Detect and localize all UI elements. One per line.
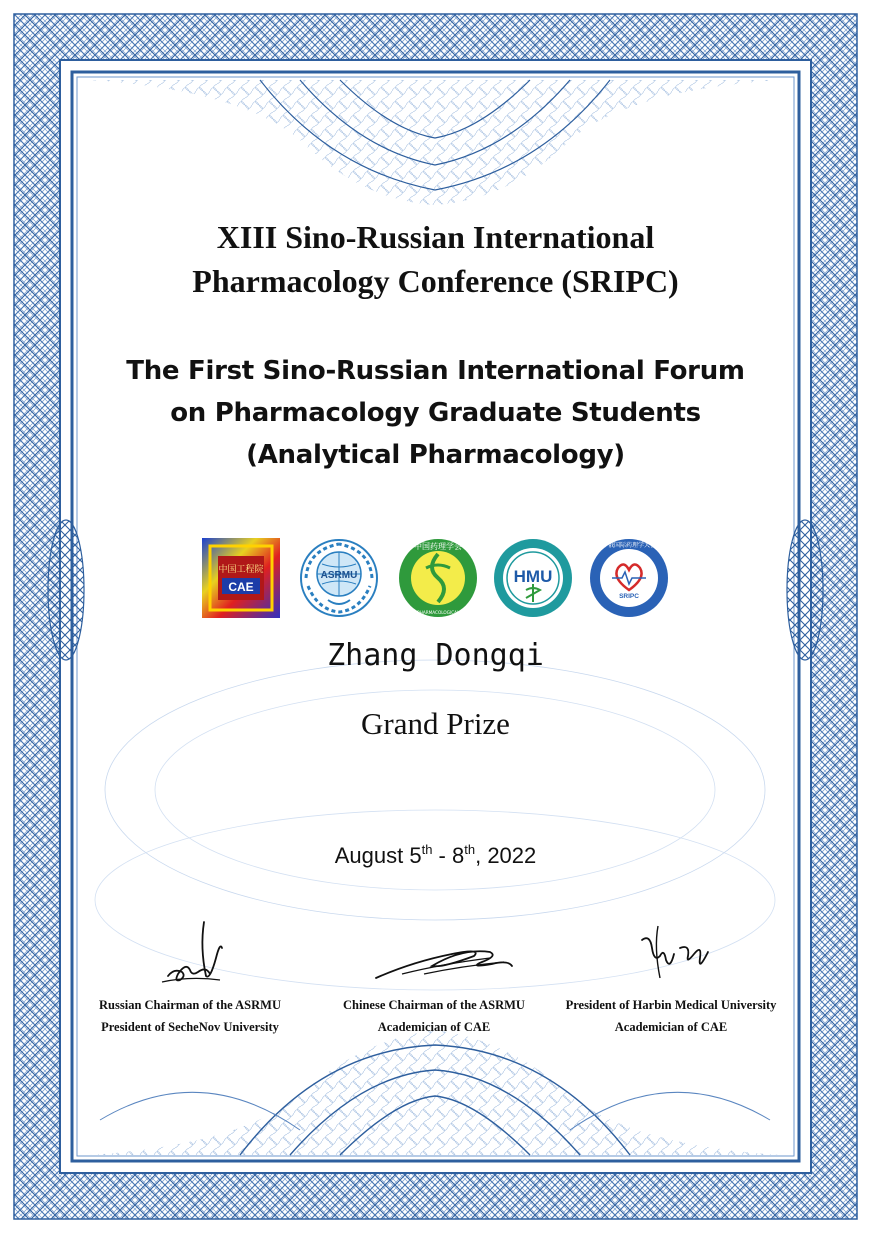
signature-2: [372, 918, 522, 988]
event-date: [0, 832, 871, 874]
conference-title-line-1: XIII Sino-Russian International: [216, 219, 655, 255]
date-month: August: [334, 843, 404, 868]
signatory-1: [60, 994, 320, 1038]
date-day-start: 5: [409, 843, 422, 868]
signatory-3-subtitle: Academician of CAE: [614, 1020, 728, 1034]
chinese-pharmacological-society-logo: [396, 538, 480, 618]
hmu-logo: [492, 538, 574, 618]
recipient-name: Zhang Dongqi: [327, 638, 544, 673]
conference-title-line-2: Pharmacology Conference (SRIPC): [192, 263, 679, 299]
sripc-logo-subtext: 中俄国际药理学大会: [601, 542, 657, 549]
cae-logo: [202, 538, 280, 618]
date-day-end-suffix: th: [464, 842, 476, 857]
forum-title-line-2: on Pharmacology Graduate Students: [170, 398, 701, 428]
date-day-end: 8: [452, 843, 465, 868]
forum-title-line-3: (Analytical Pharmacology): [246, 440, 625, 470]
signatory-3: [541, 994, 801, 1038]
signatory-1-title: Russian Chairman of the ASRMU: [99, 998, 281, 1012]
date-year: , 2022: [475, 843, 537, 868]
asrmu-logo-text: ASRMU: [320, 570, 358, 581]
sripc-logo: [588, 538, 670, 618]
signatory-2-title: Chinese Chairman of the ASRMU: [343, 998, 525, 1012]
signature-1: [160, 918, 240, 988]
signatory-3-title: President of Harbin Medical University: [565, 998, 777, 1012]
signatory-1-subtitle: President of SecheNov University: [101, 1020, 279, 1034]
signature-3: [630, 918, 730, 988]
conference-title: [0, 215, 871, 303]
sponsor-logos: [200, 538, 670, 620]
date-separator: -: [432, 843, 452, 868]
forum-title: [0, 350, 871, 476]
asrmu-logo: [298, 538, 380, 618]
cps-logo-text: CHINESE PHARMACOLOGICAL SOCIETY: [397, 610, 479, 615]
date-day-start-suffix: th: [421, 842, 433, 857]
cae-logo-text: CAE: [228, 580, 254, 594]
signatory-2: [304, 994, 564, 1038]
hmu-logo-text: HMU: [513, 567, 553, 586]
cps-logo-subtext: 中国药理学会: [414, 542, 462, 551]
award-title: Grand Prize: [361, 706, 510, 741]
sripc-logo-text: SRIPC: [619, 593, 639, 600]
signatory-2-subtitle: Academician of CAE: [377, 1020, 491, 1034]
forum-title-line-1: The First Sino-Russian International Forum: [126, 356, 745, 386]
cae-logo-subtext: 中国工程院: [218, 565, 264, 575]
